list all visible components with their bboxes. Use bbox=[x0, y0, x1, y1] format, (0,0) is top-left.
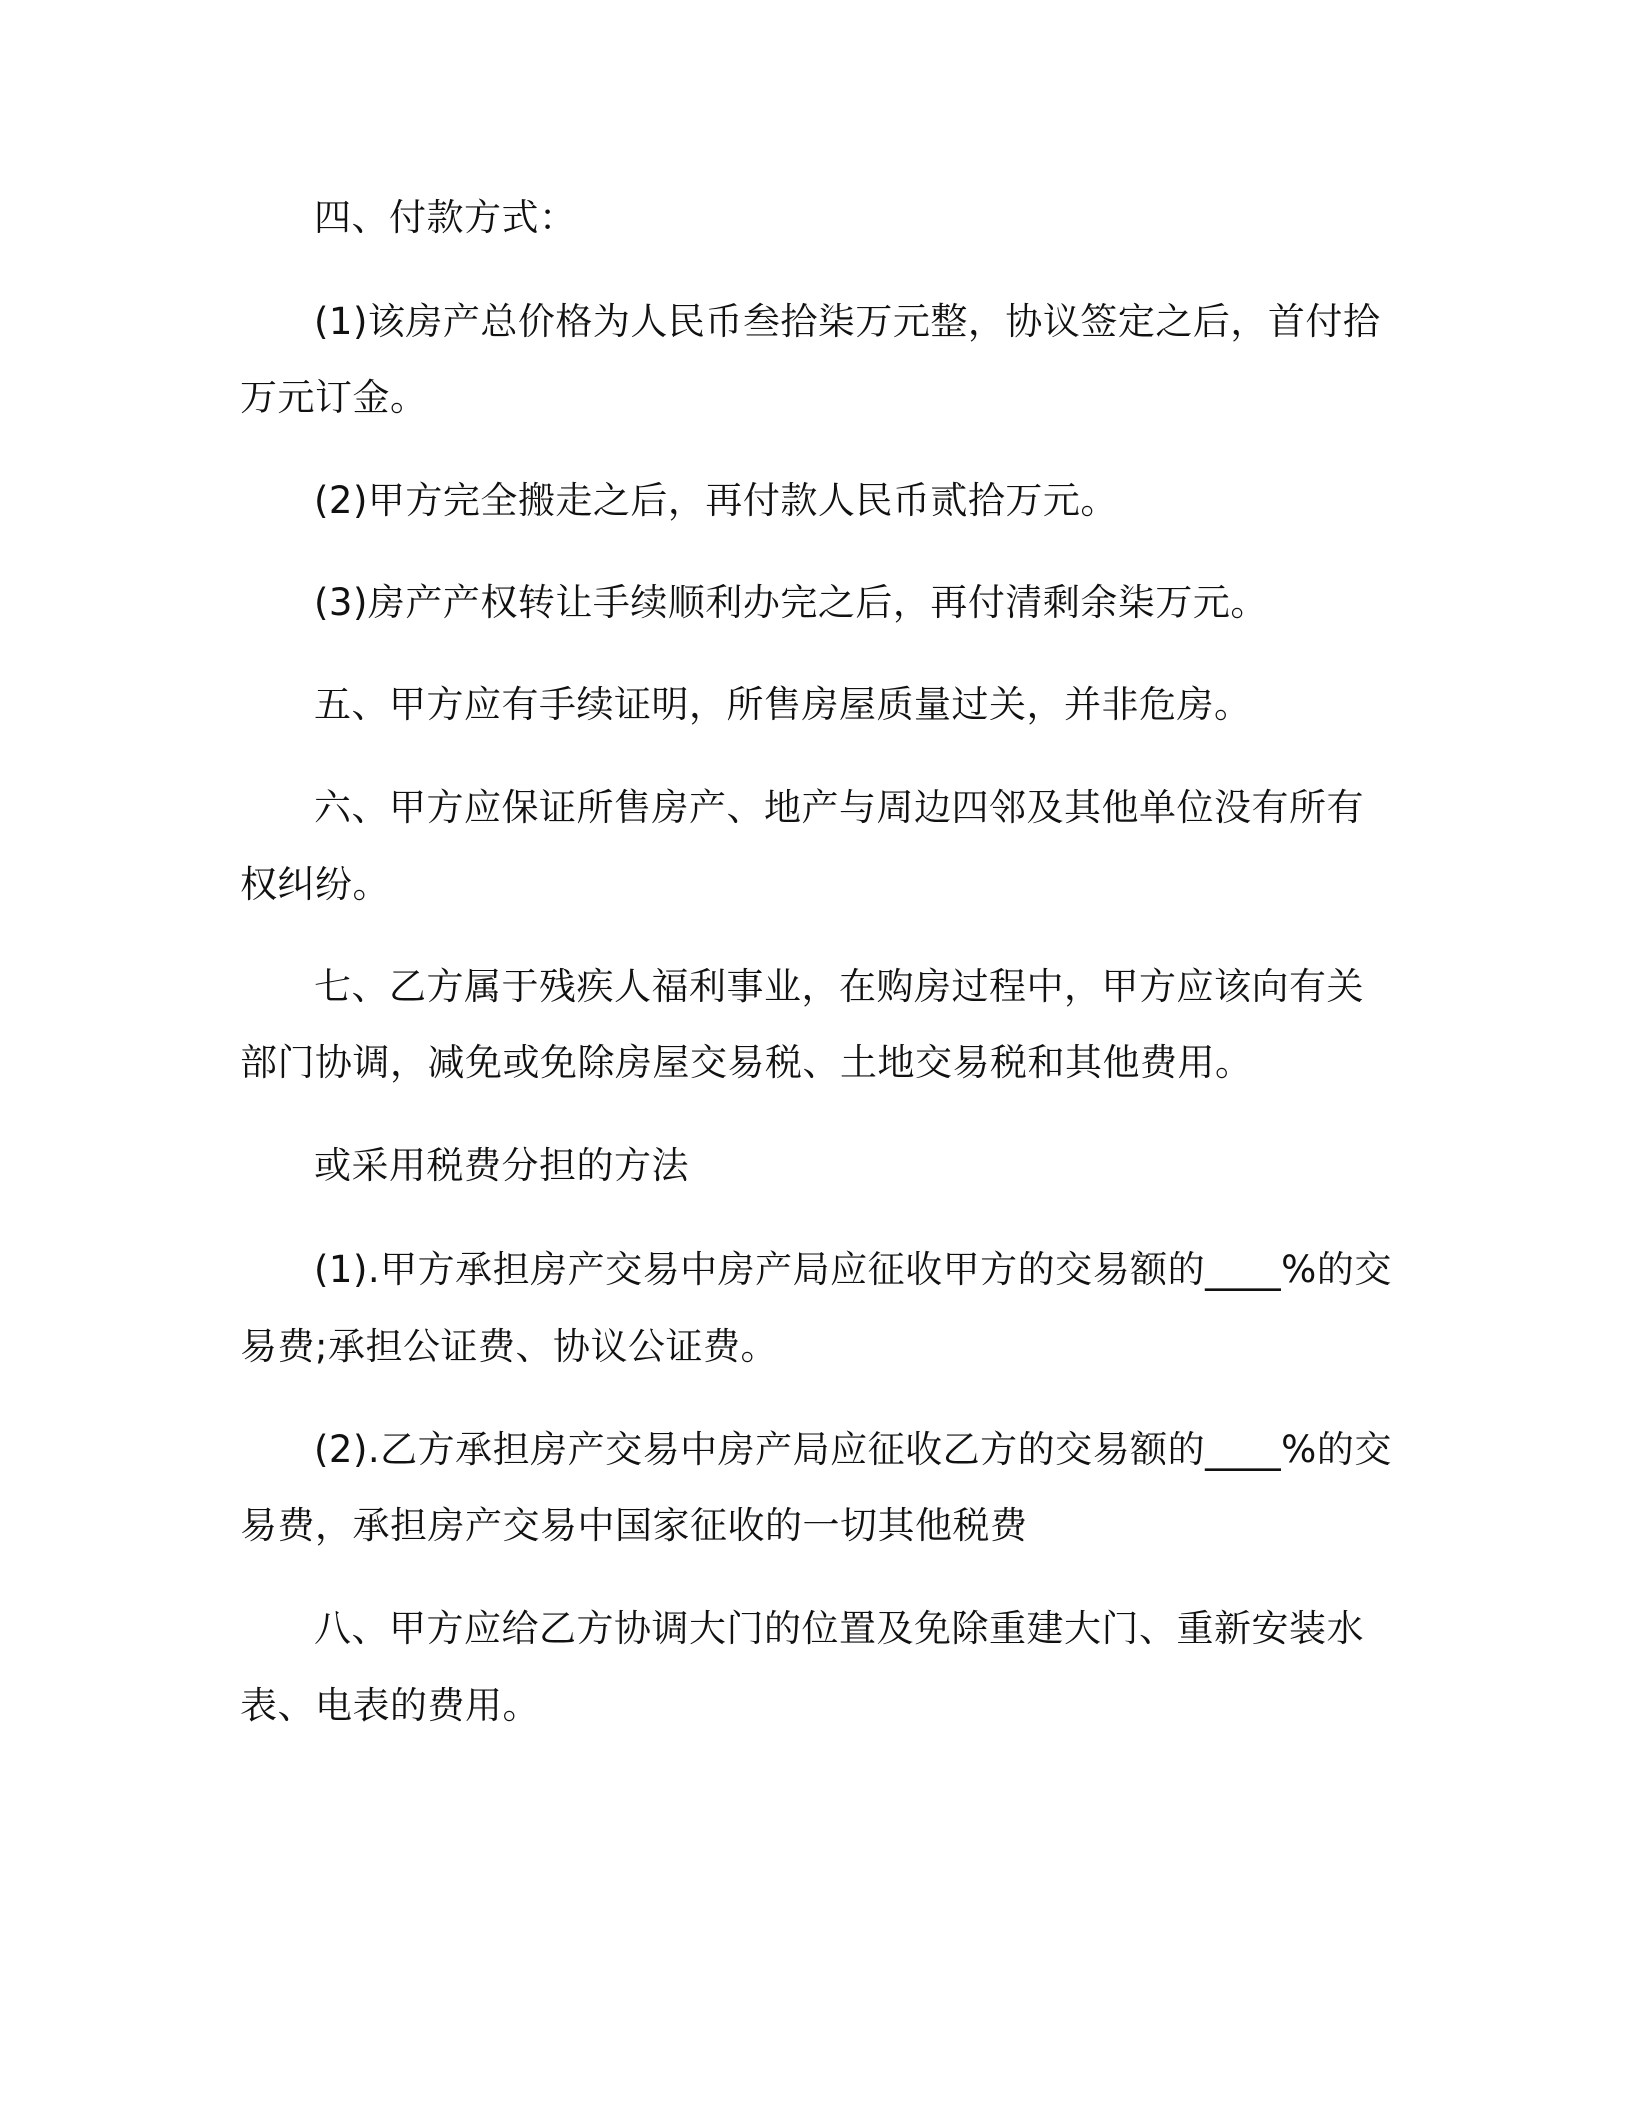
tax-clause-2-line-1: (2).乙方承担房产交易中房产局应征收乙方的交易额的____%的交 bbox=[314, 1428, 1392, 1471]
tax-clause-1-line-2: 易费;承担公证费、协议公证费。 bbox=[240, 1325, 778, 1368]
payment-clause-3: (3)房产产权转让手续顺利办完之后，再付清剩余柒万元。 bbox=[314, 581, 1268, 624]
section-six-line-2: 权纠纷。 bbox=[240, 863, 390, 906]
section-eight-line-2: 表、电表的费用。 bbox=[240, 1684, 540, 1727]
section-eight-line-1: 八、甲方应给乙方协调大门的位置及免除重建大门、重新安装水 bbox=[314, 1607, 1364, 1650]
tax-clause-2-line-2: 易费，承担房产交易中国家征收的一切其他税费 bbox=[240, 1504, 1028, 1547]
tax-sharing-heading: 或采用税费分担的方法 bbox=[314, 1144, 689, 1187]
section-seven-line-2: 部门协调，减免或免除房屋交易税、土地交易税和其他费用。 bbox=[240, 1041, 1253, 1084]
payment-clause-1-line-2: 万元订金。 bbox=[240, 376, 428, 419]
section-five: 五、甲方应有手续证明，所售房屋质量过关，并非危房。 bbox=[314, 683, 1252, 726]
payment-clause-2: (2)甲方完全搬走之后，再付款人民币贰拾万元。 bbox=[314, 479, 1118, 522]
section-seven-line-1: 七、乙方属于残疾人福利事业，在购房过程中，甲方应该向有关 bbox=[314, 965, 1364, 1008]
payment-clause-1-line-1: (1)该房产总价格为人民币叁拾柒万元整，协议签定之后，首付拾 bbox=[314, 300, 1381, 343]
section-four-heading: 四、付款方式： bbox=[314, 196, 577, 239]
tax-clause-1-line-1: (1).甲方承担房产交易中房产局应征收甲方的交易额的____%的交 bbox=[314, 1248, 1392, 1291]
section-six-line-1: 六、甲方应保证所售房产、地产与周边四邻及其他单位没有所有 bbox=[314, 786, 1364, 829]
